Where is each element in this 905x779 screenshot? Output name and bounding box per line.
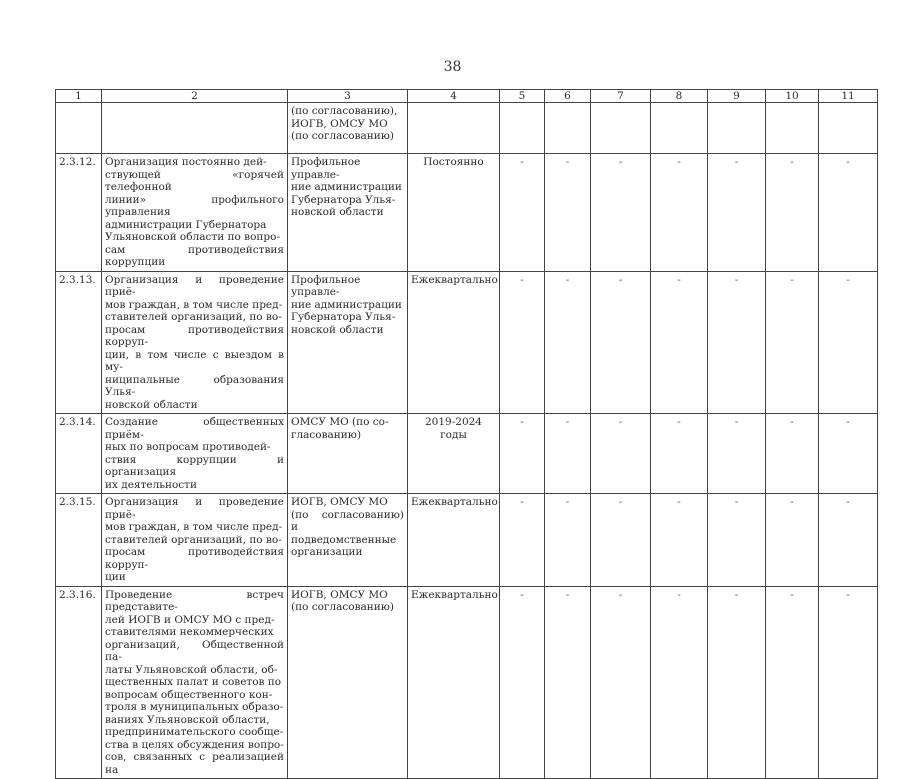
responsible-line: ИОГВ, ОМСУ МО bbox=[291, 588, 388, 601]
row-term: Ежеквартально bbox=[408, 494, 500, 587]
description-line: ции bbox=[105, 571, 126, 583]
column-header: 3 bbox=[288, 90, 408, 103]
page-number: 38 bbox=[443, 59, 462, 75]
description-line: ниципальные образования Улья- bbox=[105, 373, 284, 398]
row-mark: - bbox=[545, 154, 591, 272]
row-description bbox=[102, 271, 288, 414]
description-line: сам противодействия коррупции bbox=[105, 243, 284, 268]
row-term: 2019-2024 годы bbox=[408, 414, 500, 494]
row-mark: - bbox=[651, 154, 708, 272]
column-header: 4 bbox=[408, 90, 500, 103]
description-line: линии» профильного управления bbox=[105, 193, 284, 218]
responsible-line: ОМСУ МО (по со- bbox=[291, 416, 389, 428]
description-line: новской области bbox=[105, 398, 198, 411]
row-mark: - bbox=[708, 494, 766, 587]
description-line: просам противодействия корруп- bbox=[105, 546, 284, 571]
row-mark: - bbox=[708, 271, 766, 414]
row-mark: - bbox=[766, 414, 819, 494]
row-responsible bbox=[288, 494, 408, 587]
responsible-line: ИОГВ, ОМСУ МО bbox=[291, 496, 388, 508]
row-mark: - bbox=[591, 494, 651, 587]
row-description bbox=[102, 494, 288, 587]
row-mark: - bbox=[591, 154, 651, 272]
row-mark: - bbox=[819, 271, 878, 414]
row-mark: - bbox=[708, 154, 766, 272]
description-line: троля в муниципальных образо- bbox=[105, 701, 284, 713]
description-line: ства в целях обсуждения вопро- bbox=[105, 738, 284, 751]
row-number: 2.3.13. bbox=[56, 271, 102, 414]
column-header: 8 bbox=[651, 90, 708, 103]
row-mark: - bbox=[500, 414, 545, 494]
row-mark: - bbox=[500, 154, 545, 272]
table-row bbox=[56, 586, 878, 779]
column-header: 1 bbox=[56, 90, 102, 103]
row-mark: - bbox=[651, 271, 708, 414]
row-number: 2.3.12. bbox=[56, 154, 102, 272]
description-line: щественных палат и советов по bbox=[105, 676, 282, 688]
header-row bbox=[56, 90, 878, 103]
row-mark: - bbox=[708, 586, 766, 779]
row-mark: - bbox=[766, 271, 819, 414]
row-description bbox=[102, 586, 288, 779]
row-number bbox=[56, 103, 102, 154]
description-line: Организация постоянно дей- bbox=[105, 156, 267, 168]
responsible-line: подведомственные bbox=[291, 533, 397, 546]
description-line: ции, в том числе с выездом в му- bbox=[105, 348, 284, 373]
row-description bbox=[102, 103, 288, 154]
description-line: лей ИОГВ и ОМСУ МО с пред- bbox=[105, 613, 275, 626]
row-mark bbox=[591, 103, 651, 154]
description-line: ваниях Ульяновской области, bbox=[105, 713, 270, 726]
column-header: 9 bbox=[708, 90, 766, 103]
row-term bbox=[408, 103, 500, 154]
row-mark bbox=[766, 103, 819, 154]
description-line: организаций, Общественной па- bbox=[105, 638, 284, 663]
responsible-line: гласованию) bbox=[291, 428, 362, 441]
description-line: ствия коррупции и организация bbox=[105, 453, 284, 478]
row-mark: - bbox=[545, 586, 591, 779]
row-mark: - bbox=[766, 586, 819, 779]
row-responsible bbox=[288, 271, 408, 414]
row-term: Ежеквартально bbox=[408, 586, 500, 779]
row-responsible bbox=[288, 103, 408, 154]
row-mark: - bbox=[651, 494, 708, 587]
row-mark: - bbox=[591, 271, 651, 414]
row-mark: - bbox=[651, 586, 708, 779]
row-responsible bbox=[288, 154, 408, 272]
row-mark: - bbox=[545, 271, 591, 414]
responsible-line: организации bbox=[291, 546, 363, 558]
row-mark: - bbox=[819, 414, 878, 494]
description-line: ных по вопросам противодей- bbox=[105, 441, 271, 453]
column-header: 11 bbox=[819, 90, 878, 103]
table-row bbox=[56, 154, 878, 272]
responsible-line: ние администрации bbox=[291, 181, 402, 193]
description-line: ставителей организаций, по во- bbox=[105, 311, 282, 323]
responsible-line: (по согласованию), bbox=[291, 105, 398, 117]
description-line: Организация и проведение приё- bbox=[105, 273, 284, 298]
table-row-continuation bbox=[56, 103, 878, 154]
row-mark: - bbox=[708, 414, 766, 494]
row-mark: - bbox=[651, 414, 708, 494]
responsible-line: новской области bbox=[291, 323, 384, 336]
column-header: 5 bbox=[500, 90, 545, 103]
responsible-line: (по согласованию) bbox=[291, 130, 394, 142]
column-header: 2 bbox=[102, 90, 288, 103]
row-mark bbox=[545, 103, 591, 154]
description-line: латы Ульяновской области, об- bbox=[105, 663, 278, 676]
row-mark: - bbox=[766, 154, 819, 272]
description-line: мов граждан, в том числе пред- bbox=[105, 521, 283, 533]
description-line: Организация и проведение приё- bbox=[105, 496, 284, 521]
row-responsible bbox=[288, 586, 408, 779]
row-mark: - bbox=[819, 494, 878, 587]
row-number: 2.3.14. bbox=[56, 414, 102, 494]
row-description bbox=[102, 414, 288, 494]
description-line: сов, связанных с реализацией на bbox=[105, 751, 284, 776]
row-mark: - bbox=[819, 154, 878, 272]
description-line: Проведение встреч представите- bbox=[105, 588, 284, 613]
row-mark: - bbox=[591, 414, 651, 494]
responsible-line: ИОГВ, ОМСУ МО bbox=[291, 117, 388, 130]
column-header: 6 bbox=[545, 90, 591, 103]
description-line: ставителей организаций, по во- bbox=[105, 533, 282, 546]
responsible-line: (по согласованию) и bbox=[291, 508, 404, 533]
table-row bbox=[56, 271, 878, 414]
responsible-line: Профильное управле- bbox=[291, 156, 361, 181]
description-line: Ульяновской области по вопро- bbox=[105, 231, 281, 243]
description-line: администрации Губернатора bbox=[105, 218, 267, 231]
description-line: их деятельности bbox=[105, 478, 197, 491]
table-row bbox=[56, 494, 878, 587]
row-mark: - bbox=[591, 586, 651, 779]
row-responsible bbox=[288, 414, 408, 494]
row-mark: - bbox=[545, 494, 591, 587]
description-line: предпринимательского сообще- bbox=[105, 726, 284, 738]
column-header: 10 bbox=[766, 90, 819, 103]
column-header: 7 bbox=[591, 90, 651, 103]
measures-table bbox=[55, 89, 878, 779]
row-mark: - bbox=[766, 494, 819, 587]
row-mark bbox=[708, 103, 766, 154]
row-mark: - bbox=[500, 494, 545, 587]
description-line: Создание общественных приём- bbox=[105, 416, 284, 441]
responsible-line: Губернатора Улья- bbox=[291, 311, 396, 323]
responsible-line: Губернатора Улья- bbox=[291, 193, 396, 206]
row-mark bbox=[500, 103, 545, 154]
row-number: 2.3.15. bbox=[56, 494, 102, 587]
description-line: мов граждан, в том числе пред- bbox=[105, 298, 283, 311]
table-row bbox=[56, 414, 878, 494]
responsible-line: Профильное управле- bbox=[291, 273, 361, 298]
row-description bbox=[102, 154, 288, 272]
description-line: ствующей «горячей телефонной bbox=[105, 168, 284, 193]
description-line: просам противодействия корруп- bbox=[105, 323, 284, 348]
row-mark: - bbox=[500, 271, 545, 414]
responsible-line: (по согласованию) bbox=[291, 601, 394, 613]
row-mark bbox=[651, 103, 708, 154]
row-term: Ежеквартально bbox=[408, 271, 500, 414]
row-mark: - bbox=[819, 586, 878, 779]
responsible-line: ние администрации bbox=[291, 298, 402, 311]
row-mark bbox=[819, 103, 878, 154]
row-mark: - bbox=[545, 414, 591, 494]
row-term: Постоянно bbox=[408, 154, 500, 272]
responsible-line: новской области bbox=[291, 206, 384, 218]
description-line: вопросам общественного кон- bbox=[105, 688, 273, 701]
description-line: ставителями некоммерческих bbox=[105, 626, 274, 638]
row-mark: - bbox=[500, 586, 545, 779]
row-number: 2.3.16. bbox=[56, 586, 102, 779]
